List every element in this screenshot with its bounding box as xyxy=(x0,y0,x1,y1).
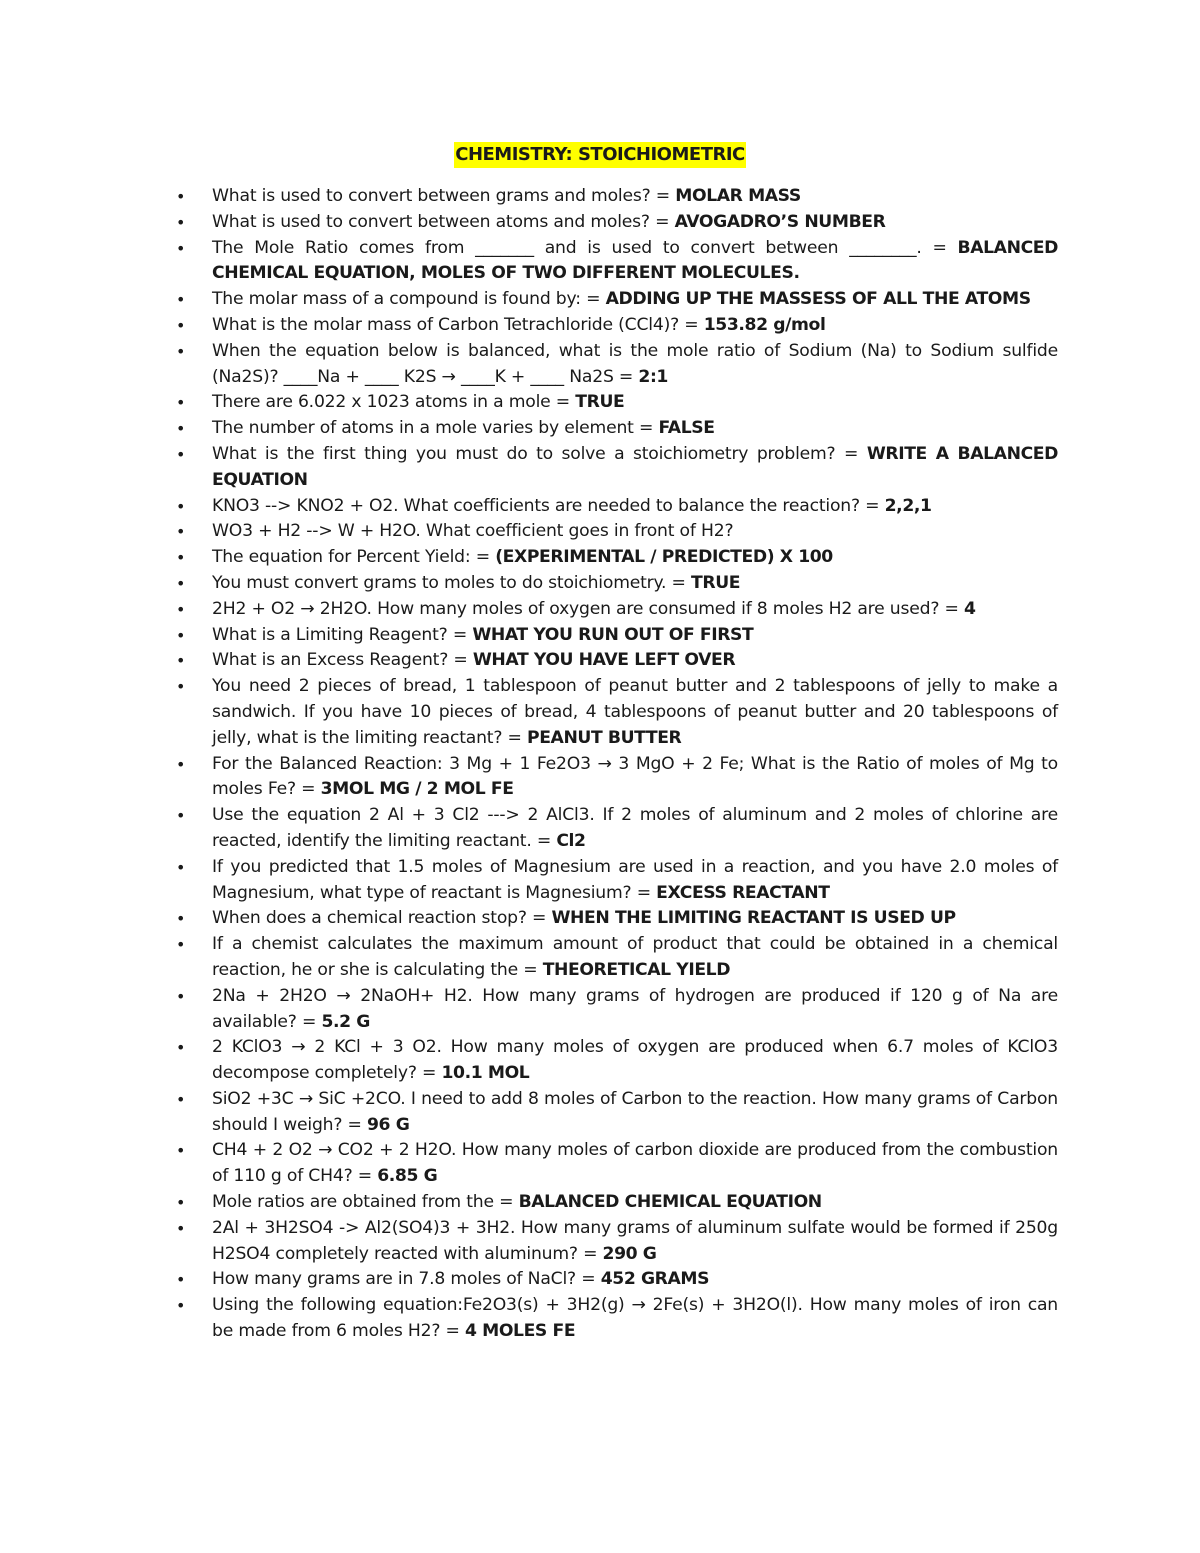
list-item xyxy=(212,932,1058,984)
list-item xyxy=(212,519,1058,545)
list-item xyxy=(212,1138,1058,1190)
list-item xyxy=(212,236,1058,288)
question-text: If a chemist calculates the maximum amount of product that could be obtained in a chemical reaction, he or she is calculating the = xyxy=(212,934,1058,980)
list-item xyxy=(212,184,1058,210)
question-text: WO3 + H2 --> W + H2O. What coefficient goes in front of H2? xyxy=(212,521,734,542)
list-item xyxy=(212,1267,1058,1293)
answer-text: 4 xyxy=(964,598,976,619)
answer-text: PEANUT BUTTER xyxy=(527,727,682,748)
list-item xyxy=(212,416,1058,442)
question-text: What is a Limiting Reagent? = xyxy=(212,624,473,645)
answer-text: WHAT YOU HAVE LEFT OVER xyxy=(472,650,736,671)
list-item xyxy=(212,597,1058,623)
list-item xyxy=(212,623,1058,649)
question-list xyxy=(212,184,1058,1345)
question-text: CH4 + 2 O2 → CO2 + 2 H2O. How many moles of carbon dioxide are produced from the combustion of 110 g of CH4? = xyxy=(212,1140,1058,1187)
question-text: What is an Excess Reagent? = xyxy=(212,650,473,671)
answer-text: BALANCED CHEMICAL EQUATION xyxy=(518,1192,822,1213)
question-text: 2Al + 3H2SO4 -> Al2(SO4)3 + 3H2. How many grams of aluminum sulfate would be formed if 250g H2SO4 completely reacted with aluminum? = xyxy=(212,1217,1058,1264)
answer-text: 290 G xyxy=(602,1243,657,1264)
list-item xyxy=(212,494,1058,520)
question-text: You need 2 pieces of bread, 1 tablespoon of peanut butter and 2 tablespoons of jelly to make a sandwich. If you have 10 pieces of bread, 4 tablespoons of peanut butter and 20 tablespoons of jelly, what is the limiting reactant? = xyxy=(212,676,1058,748)
answer-text: Cl2 xyxy=(556,830,586,851)
answer-text: 153.82 g/mol xyxy=(703,314,826,335)
list-item xyxy=(212,1293,1058,1345)
list-item xyxy=(212,752,1058,804)
question-text: Using the following equation:Fe2O3(s) + 3H2(g) → 2Fe(s) + 3H2O(l). How many moles of iron can be made from 6 moles H2? = xyxy=(212,1295,1058,1342)
answer-text: FALSE xyxy=(658,418,715,439)
question-text: 2Na + 2H2O → 2NaOH+ H2. How many grams of hydrogen are produced if 120 g of Na are available? = xyxy=(212,985,1058,1032)
question-text: KNO3 --> KNO2 + O2. What coefficients are needed to balance the reaction? = xyxy=(212,495,885,516)
answer-text: 2:1 xyxy=(638,366,668,387)
question-text: The equation for Percent Yield: = xyxy=(212,547,496,568)
list-item xyxy=(212,287,1058,313)
answer-text: EXCESS REACTANT xyxy=(656,882,830,903)
question-text: What is the first thing you must do to solve a stoichiometry problem? = xyxy=(212,443,867,464)
answer-text: 2,2,1 xyxy=(884,495,932,516)
list-item xyxy=(212,803,1058,855)
answer-text: 452 GRAMS xyxy=(600,1269,710,1290)
list-item xyxy=(212,648,1058,674)
list-item xyxy=(212,1035,1058,1087)
question-text: Mole ratios are obtained from the = xyxy=(212,1192,519,1213)
answer-text: 5.2 G xyxy=(321,1011,370,1032)
question-text: There are 6.022 x 1023 atoms in a mole = xyxy=(212,392,576,413)
list-item xyxy=(212,390,1058,416)
question-text: For the Balanced Reaction: 3 Mg + 1 Fe2O3 → 3 MgO + 2 Fe; What is the Ratio of moles of Mg to moles Fe? = xyxy=(212,753,1058,800)
question-text: SiO2 +3C → SiC +2CO. I need to add 8 moles of Carbon to the reaction. How many grams of Carbon should I weigh? = xyxy=(212,1088,1058,1135)
question-text: How many grams are in 7.8 moles of NaCl? = xyxy=(212,1269,601,1290)
answer-text: 4 MOLES FE xyxy=(464,1321,576,1342)
answer-text: 6.85 G xyxy=(377,1166,438,1187)
question-text: 2H2 + O2 → 2H2O. How many moles of oxygen are consumed if 8 moles H2 are used? = xyxy=(212,598,964,619)
question-text: The Mole Ratio comes from _______ and is used to convert between ________. = xyxy=(212,237,958,258)
list-item xyxy=(212,210,1058,236)
question-text: When does a chemical reaction stop? = xyxy=(212,908,552,929)
question-text: The molar mass of a compound is found by: = xyxy=(212,289,606,310)
question-text: What is used to convert between atoms and moles? = xyxy=(212,211,675,232)
question-text: You must convert grams to moles to do stoichiometry. = xyxy=(212,572,692,593)
list-item xyxy=(212,1216,1058,1268)
list-item xyxy=(212,571,1058,597)
question-text: When the equation below is balanced, what is the mole ratio of Sodium (Na) to Sodium sulfide (Na2S)? ____Na + ____ K2S → ____K + ____ Na2S = xyxy=(212,340,1058,387)
question-text: What is used to convert between grams and moles? = xyxy=(212,186,676,206)
question-text: Use the equation 2 Al + 3 Cl2 ---> 2 AlCl3. If 2 moles of aluminum and 2 moles of chlorine are reacted, identify the limiting reactant. = xyxy=(212,805,1058,851)
list-item xyxy=(212,855,1058,907)
question-text: The number of atoms in a mole varies by element = xyxy=(212,418,659,439)
answer-text: 3MOL MG / 2 MOL FE xyxy=(320,779,514,800)
list-item xyxy=(212,545,1058,571)
answer-text: AVOGADRO’S NUMBER xyxy=(674,211,886,232)
answer-text: THEORETICAL YIELD xyxy=(542,959,731,980)
answer-text: ADDING UP THE MASSESS OF ALL THE ATOMS xyxy=(605,289,1031,310)
question-text: What is the molar mass of Carbon Tetrachloride (CCl4)? = xyxy=(212,314,704,335)
question-text: 2 KClO3 → 2 KCl + 3 O2. How many moles of oxygen are produced when 6.7 moles of KClO3 decompose completely? = xyxy=(212,1037,1058,1084)
page-title: CHEMISTRY: STOICHIOMETRIC xyxy=(454,142,746,168)
list-item xyxy=(212,1087,1058,1139)
list-item xyxy=(212,906,1058,932)
list-item xyxy=(212,442,1058,494)
answer-text: TRUE xyxy=(691,572,741,593)
answer-text: BALANCED CHEMICAL EQUATION, MOLES OF TWO DIFFERENT MOLECULES. xyxy=(212,237,1058,284)
answer-text: WHAT YOU RUN OUT OF FIRST xyxy=(472,624,754,645)
list-item xyxy=(212,1190,1058,1216)
list-item xyxy=(212,339,1058,391)
answer-text: WRITE A BALANCED EQUATION xyxy=(212,443,1058,490)
list-item xyxy=(212,674,1058,751)
answer-text: 10.1 MOL xyxy=(441,1063,530,1084)
title-container xyxy=(0,142,1200,168)
answer-text: MOLAR MASS xyxy=(675,186,801,206)
answer-text: (EXPERIMENTAL / PREDICTED) X 100 xyxy=(495,547,833,568)
answer-text: TRUE xyxy=(575,392,625,413)
answer-text: 96 G xyxy=(367,1114,410,1135)
answer-text: WHEN THE LIMITING REACTANT IS USED UP xyxy=(551,908,956,929)
list-item xyxy=(212,984,1058,1036)
question-text: If you predicted that 1.5 moles of Magnesium are used in a reaction, and you have 2.0 moles of Magnesium, what type of reactant is Magnesium? = xyxy=(212,856,1058,903)
list-item xyxy=(212,313,1058,339)
